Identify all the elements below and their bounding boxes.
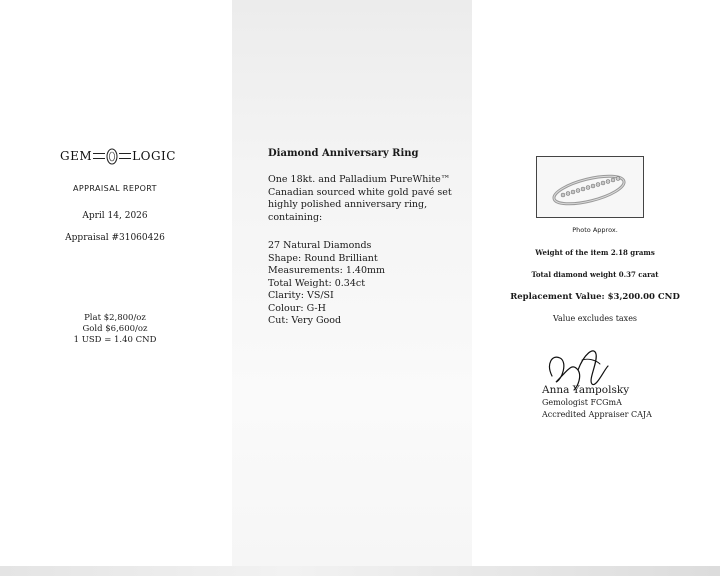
report-date: April 14, 2026: [82, 211, 148, 221]
right-panel: [472, 0, 720, 570]
tax-note: Value excludes taxes: [552, 314, 638, 323]
diamond-weight: Total diamond weight 0.37 carat: [531, 270, 659, 279]
left-panel: [0, 0, 232, 570]
appraiser-title: Gemologist FCGmA: [542, 398, 622, 407]
item-title: Diamond Anniversary Ring: [268, 148, 419, 159]
spec-colour: Colour: G-H: [268, 302, 326, 314]
appraiser-name: Anna Yampolsky: [542, 384, 630, 396]
replacement-value: Replacement Value: $3,200.00 CND: [510, 292, 680, 302]
spec-cut: Cut: Very Good: [268, 315, 342, 326]
spec-shape: Shape: Round Brilliant: [268, 252, 378, 264]
item-description: One 18kt. and Palladium PureWhite™ Canadian sourced white gold pavé set highly polished anniversary ring, containing:: [268, 174, 452, 223]
gold-rate: Gold $6,600/oz: [82, 324, 148, 334]
spec-measurements: Measurements: 1.40mm: [268, 265, 386, 276]
platinum-rate: Plat $2,800/oz: [84, 313, 146, 323]
exchange-rate: 1 USD = 1.40 CND: [73, 335, 157, 345]
ring-photo: [536, 156, 644, 218]
diamond-icon: [106, 148, 118, 165]
appraisal-number: Appraisal #31060426: [65, 233, 165, 243]
appraiser-accreditation: Accredited Appraiser CAJA: [542, 410, 652, 419]
logo-right-word: LOGIC: [132, 149, 176, 163]
spec-total-weight: Total Weight: 0.34ct: [268, 277, 366, 289]
logo-left-word: GEM: [60, 149, 93, 163]
item-weight: Weight of the item 2.18 grams: [535, 248, 655, 257]
spec-diamond-count: 27 Natural Diamonds: [268, 240, 372, 251]
photo-caption: Photo Approx.: [572, 226, 618, 234]
report-title: APPRAISAL REPORT: [73, 184, 157, 193]
scan-edge: [0, 566, 720, 576]
ring-image: [537, 157, 643, 217]
spec-clarity: Clarity: VS/SI: [268, 290, 334, 301]
gem-logic-logo: [60, 146, 176, 166]
